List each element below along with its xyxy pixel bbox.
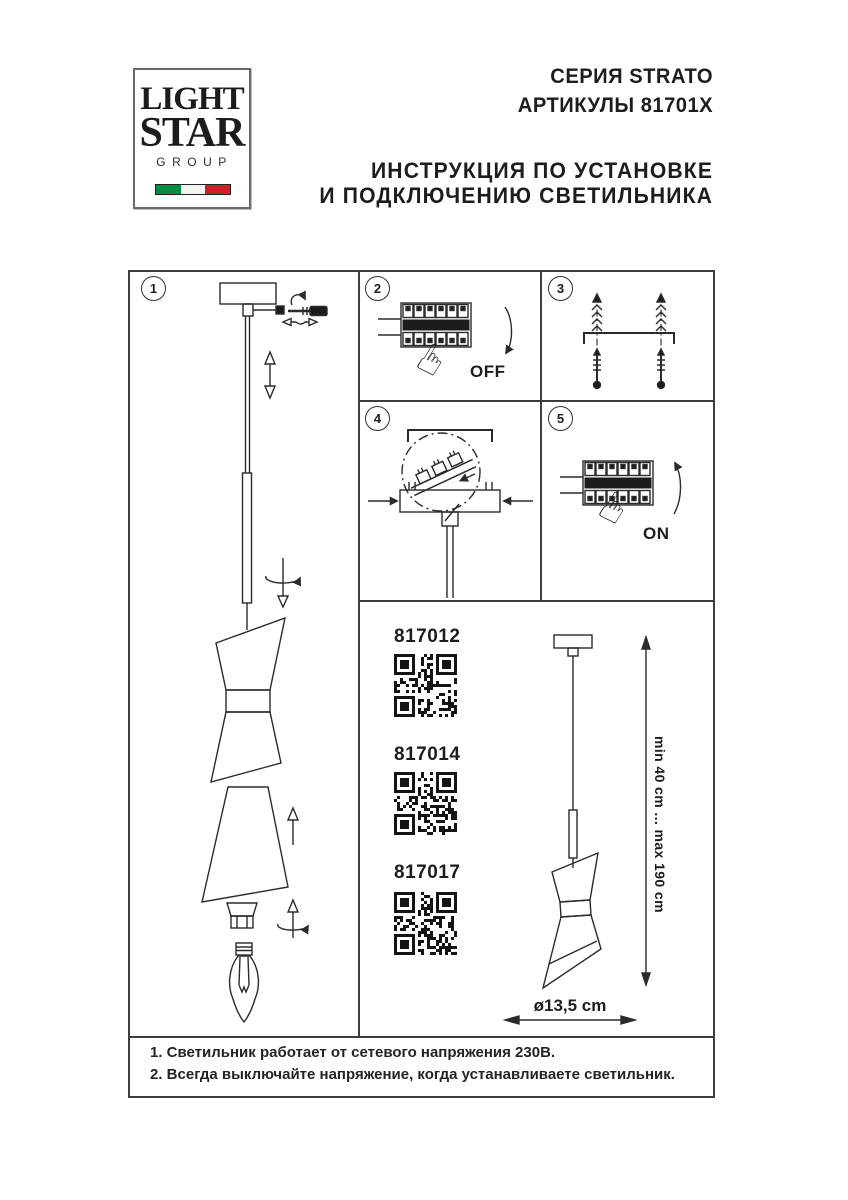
telescopic-rod	[243, 473, 252, 603]
qr-code	[394, 772, 457, 835]
ceiling-bracket	[408, 430, 492, 442]
footer-note-2: 2. Всегда выключайте напряжение, когда устанавливаете светильник.	[150, 1066, 675, 1083]
off-label: OFF	[470, 362, 506, 381]
step-5-number: 5	[548, 406, 573, 431]
screw-up-arrow-icon	[278, 900, 308, 938]
height-dimension-arrow	[642, 637, 650, 985]
step-3-number: 3	[548, 276, 573, 301]
mounting-screw-icon	[593, 349, 601, 389]
step3-illustration	[584, 294, 674, 389]
wall-anchor-icon	[656, 294, 666, 331]
step-1-number: 1	[141, 276, 166, 301]
article-code: 817012	[394, 626, 461, 647]
step4-illustration	[368, 430, 533, 598]
suspension-cable	[246, 316, 250, 473]
article-code: 817017	[394, 862, 461, 883]
upper-shade	[211, 618, 285, 782]
dimension-drawing	[505, 635, 650, 1024]
locking-screw-and-screwdriver-icon	[253, 295, 327, 326]
lamp-socket	[227, 903, 257, 928]
height-dimension-label: min 40 cm ... max 190 cm	[652, 736, 668, 913]
diameter-dimension-arrow	[505, 1016, 635, 1024]
instruction-title-line1: ИНСТРУКЦИЯ ПО УСТАНОВКЕ	[370, 158, 713, 183]
logo-word-light: LIGHT	[140, 81, 244, 117]
terminal-block-detail	[404, 445, 478, 501]
lamp-canopy	[554, 635, 592, 648]
magnifier-circle	[402, 433, 480, 511]
lamp-rod	[569, 810, 577, 858]
articles-title: АРТИКУЛЫ 81701X	[517, 94, 713, 117]
wall-anchor-icon	[592, 294, 602, 331]
qr-code	[394, 892, 457, 955]
switch-down-arrow-icon	[505, 307, 512, 353]
lamp-shade	[543, 853, 601, 988]
logo-word-star: STAR	[139, 110, 245, 156]
ceiling-canopy	[220, 283, 276, 304]
instruction-title-line2: И ПОДКЛЮЧЕНИЮ СВЕТИЛЬНИКА	[319, 183, 713, 208]
pointing-hand-icon: ☞	[585, 480, 644, 536]
on-label: ON	[643, 524, 670, 543]
step-2-number: 2	[365, 276, 390, 301]
logo-word-group: GROUP	[156, 155, 233, 169]
rotate-pull-arrow-icon	[266, 558, 300, 607]
assemble-up-arrow-icon	[288, 808, 298, 845]
mounting-screw-icon	[657, 349, 665, 389]
footer-note-1: 1. Светильник работает от сетевого напряжения 230В.	[150, 1044, 556, 1061]
diameter-dimension-label: ø13,5 cm	[533, 996, 607, 1015]
series-title: СЕРИЯ STRATO	[550, 65, 713, 88]
step-4-number: 4	[365, 406, 390, 431]
rotate-arrow-icon	[291, 295, 305, 305]
light-bulb-icon	[230, 943, 259, 1022]
qr-code	[394, 654, 457, 717]
article-code: 817014	[394, 744, 461, 765]
switch-up-arrow-icon	[674, 463, 681, 514]
lower-shade	[202, 787, 288, 902]
up-down-arrow-icon	[265, 352, 275, 398]
pointing-hand-icon: ☞	[403, 332, 462, 388]
step1-illustration	[202, 283, 327, 1022]
